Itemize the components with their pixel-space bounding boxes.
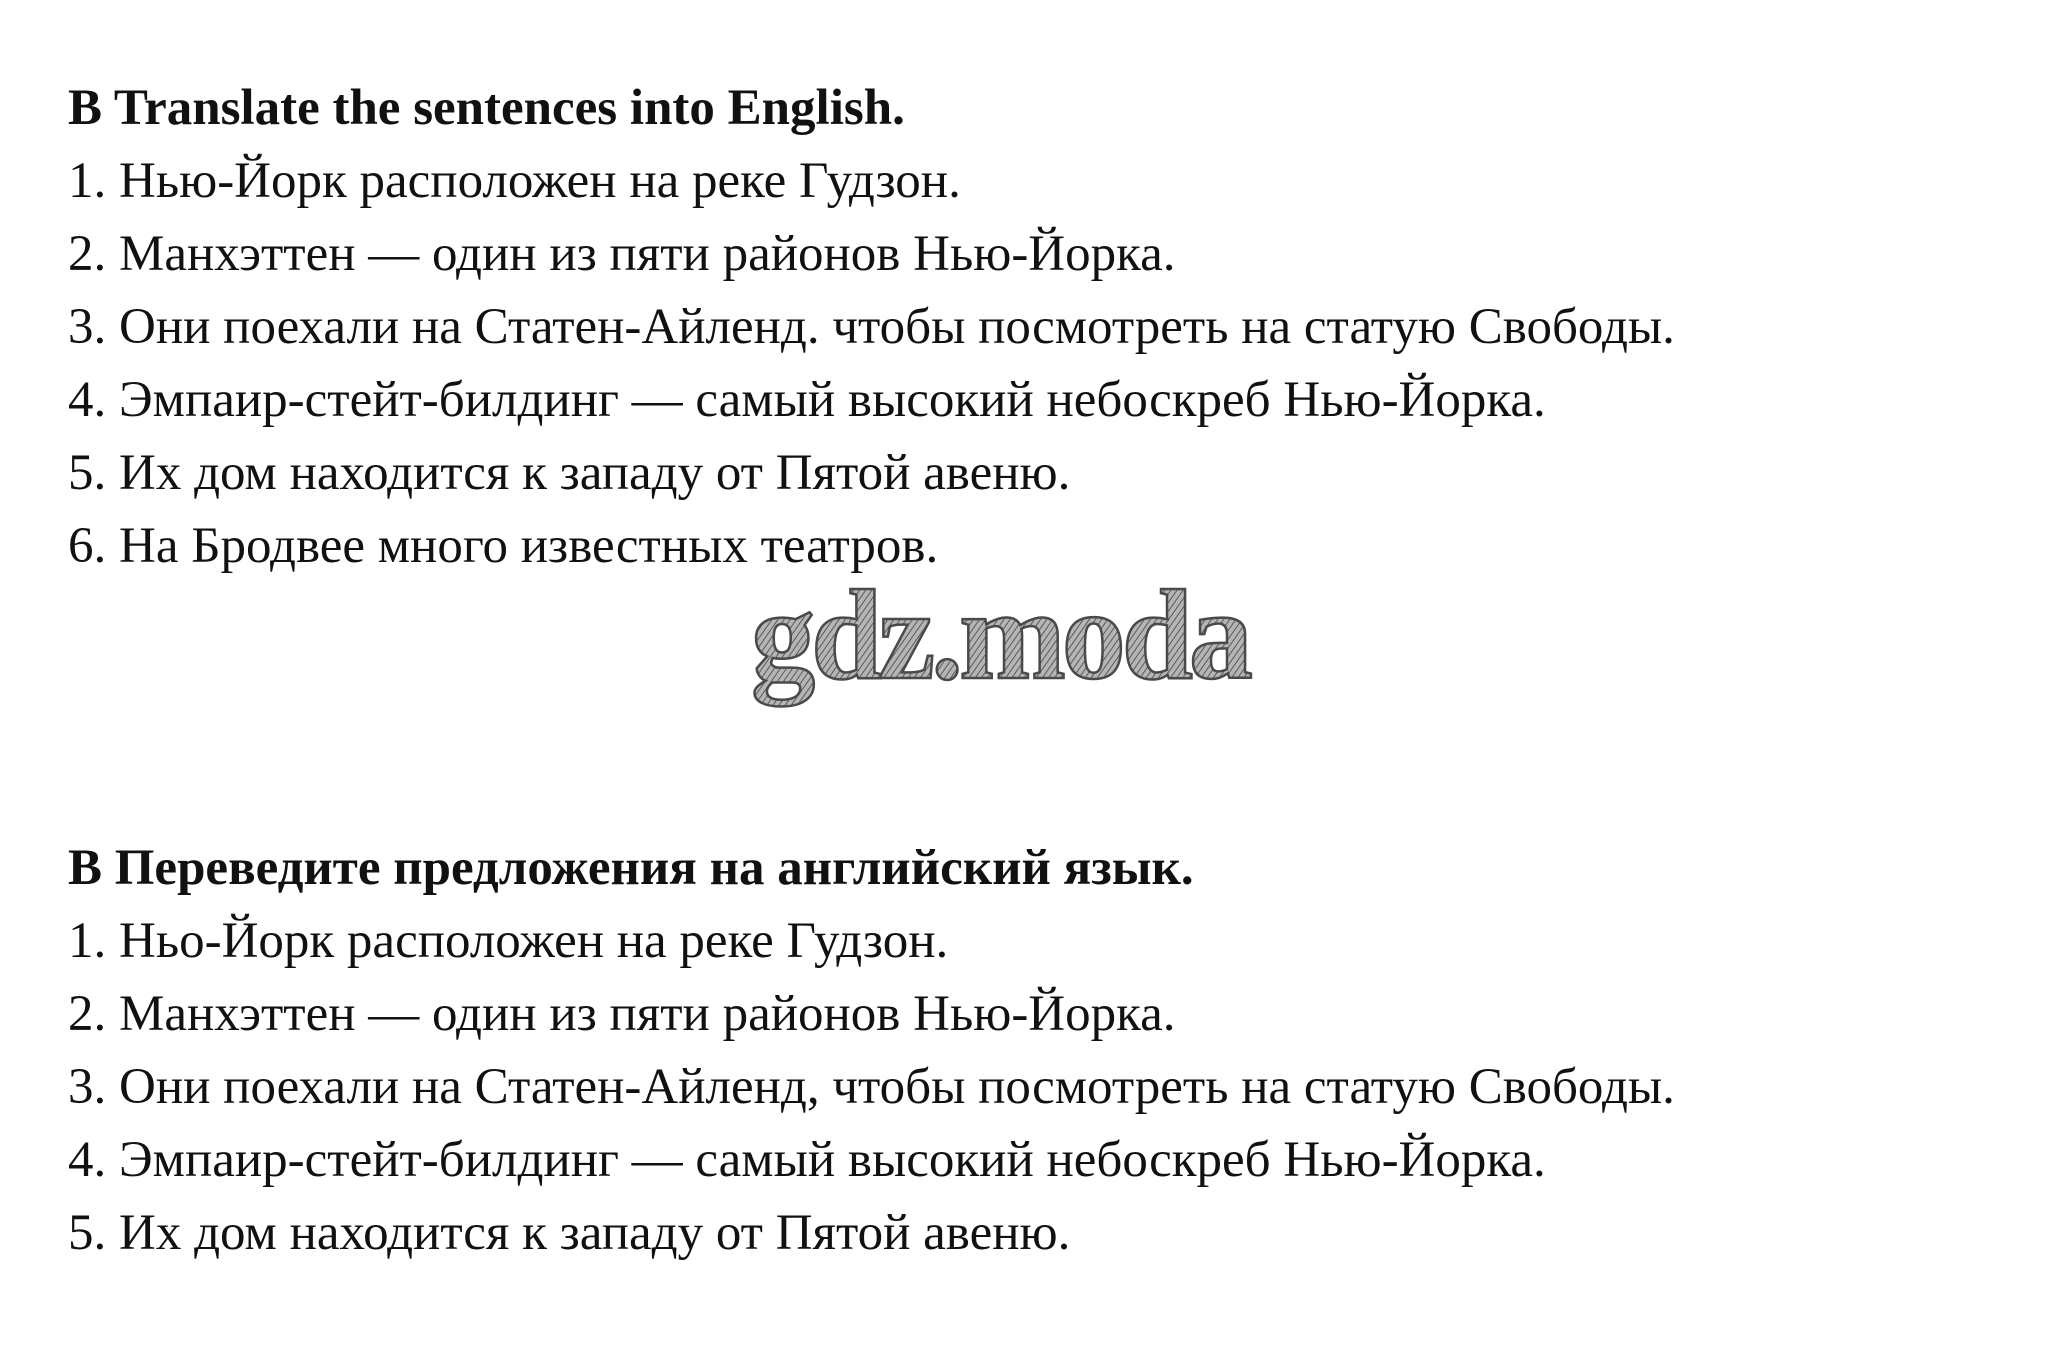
sentence-list bbox=[68, 905, 2028, 1270]
list-item: 4. Эмпаир-стейт-билдинг — самый высокий небоскреб Нью-Йорка. bbox=[68, 1132, 1546, 1188]
list-item: 6. На Бродвее много известных театров. bbox=[68, 518, 939, 574]
list-item: 5. Их дом находится к западу от Пятой авеню. bbox=[68, 1205, 1071, 1261]
list-item: 2. Манхэттен — один из пяти районов Нью-Йорка. bbox=[68, 986, 1176, 1042]
list-item: 2. Манхэттен — один из пяти районов Нью-Йорка. bbox=[68, 226, 1176, 282]
list-item: 3. Они поехали на Статен-Айленд, чтобы посмотреть на статую Свободы. bbox=[68, 1059, 1675, 1115]
section-english-task bbox=[68, 72, 2028, 583]
watermark-text: gdz.moda bbox=[751, 570, 1249, 706]
list-item: 4. Эмпаир-стейт-билдинг — самый высокий небоскреб Нью-Йорка. bbox=[68, 372, 1546, 428]
watermark-logo bbox=[690, 570, 1310, 720]
list-item: 1. Ньо-Йорк расположен на реке Гудзон. bbox=[68, 913, 949, 969]
sentence-list bbox=[68, 145, 2028, 583]
section-russian-task bbox=[68, 832, 2028, 1270]
list-item: 5. Их дом находится к западу от Пятой авеню. bbox=[68, 445, 1071, 501]
list-item: 3. Они поехали на Статен-Айленд. чтобы посмотреть на статую Свободы. bbox=[68, 299, 1675, 355]
section-heading: B Translate the sentences into English. bbox=[68, 80, 905, 136]
list-item: 1. Нью-Йорк расположен на реке Гудзон. bbox=[68, 153, 961, 209]
section-heading: B Переведите предложения на английский язык. bbox=[68, 840, 1194, 896]
